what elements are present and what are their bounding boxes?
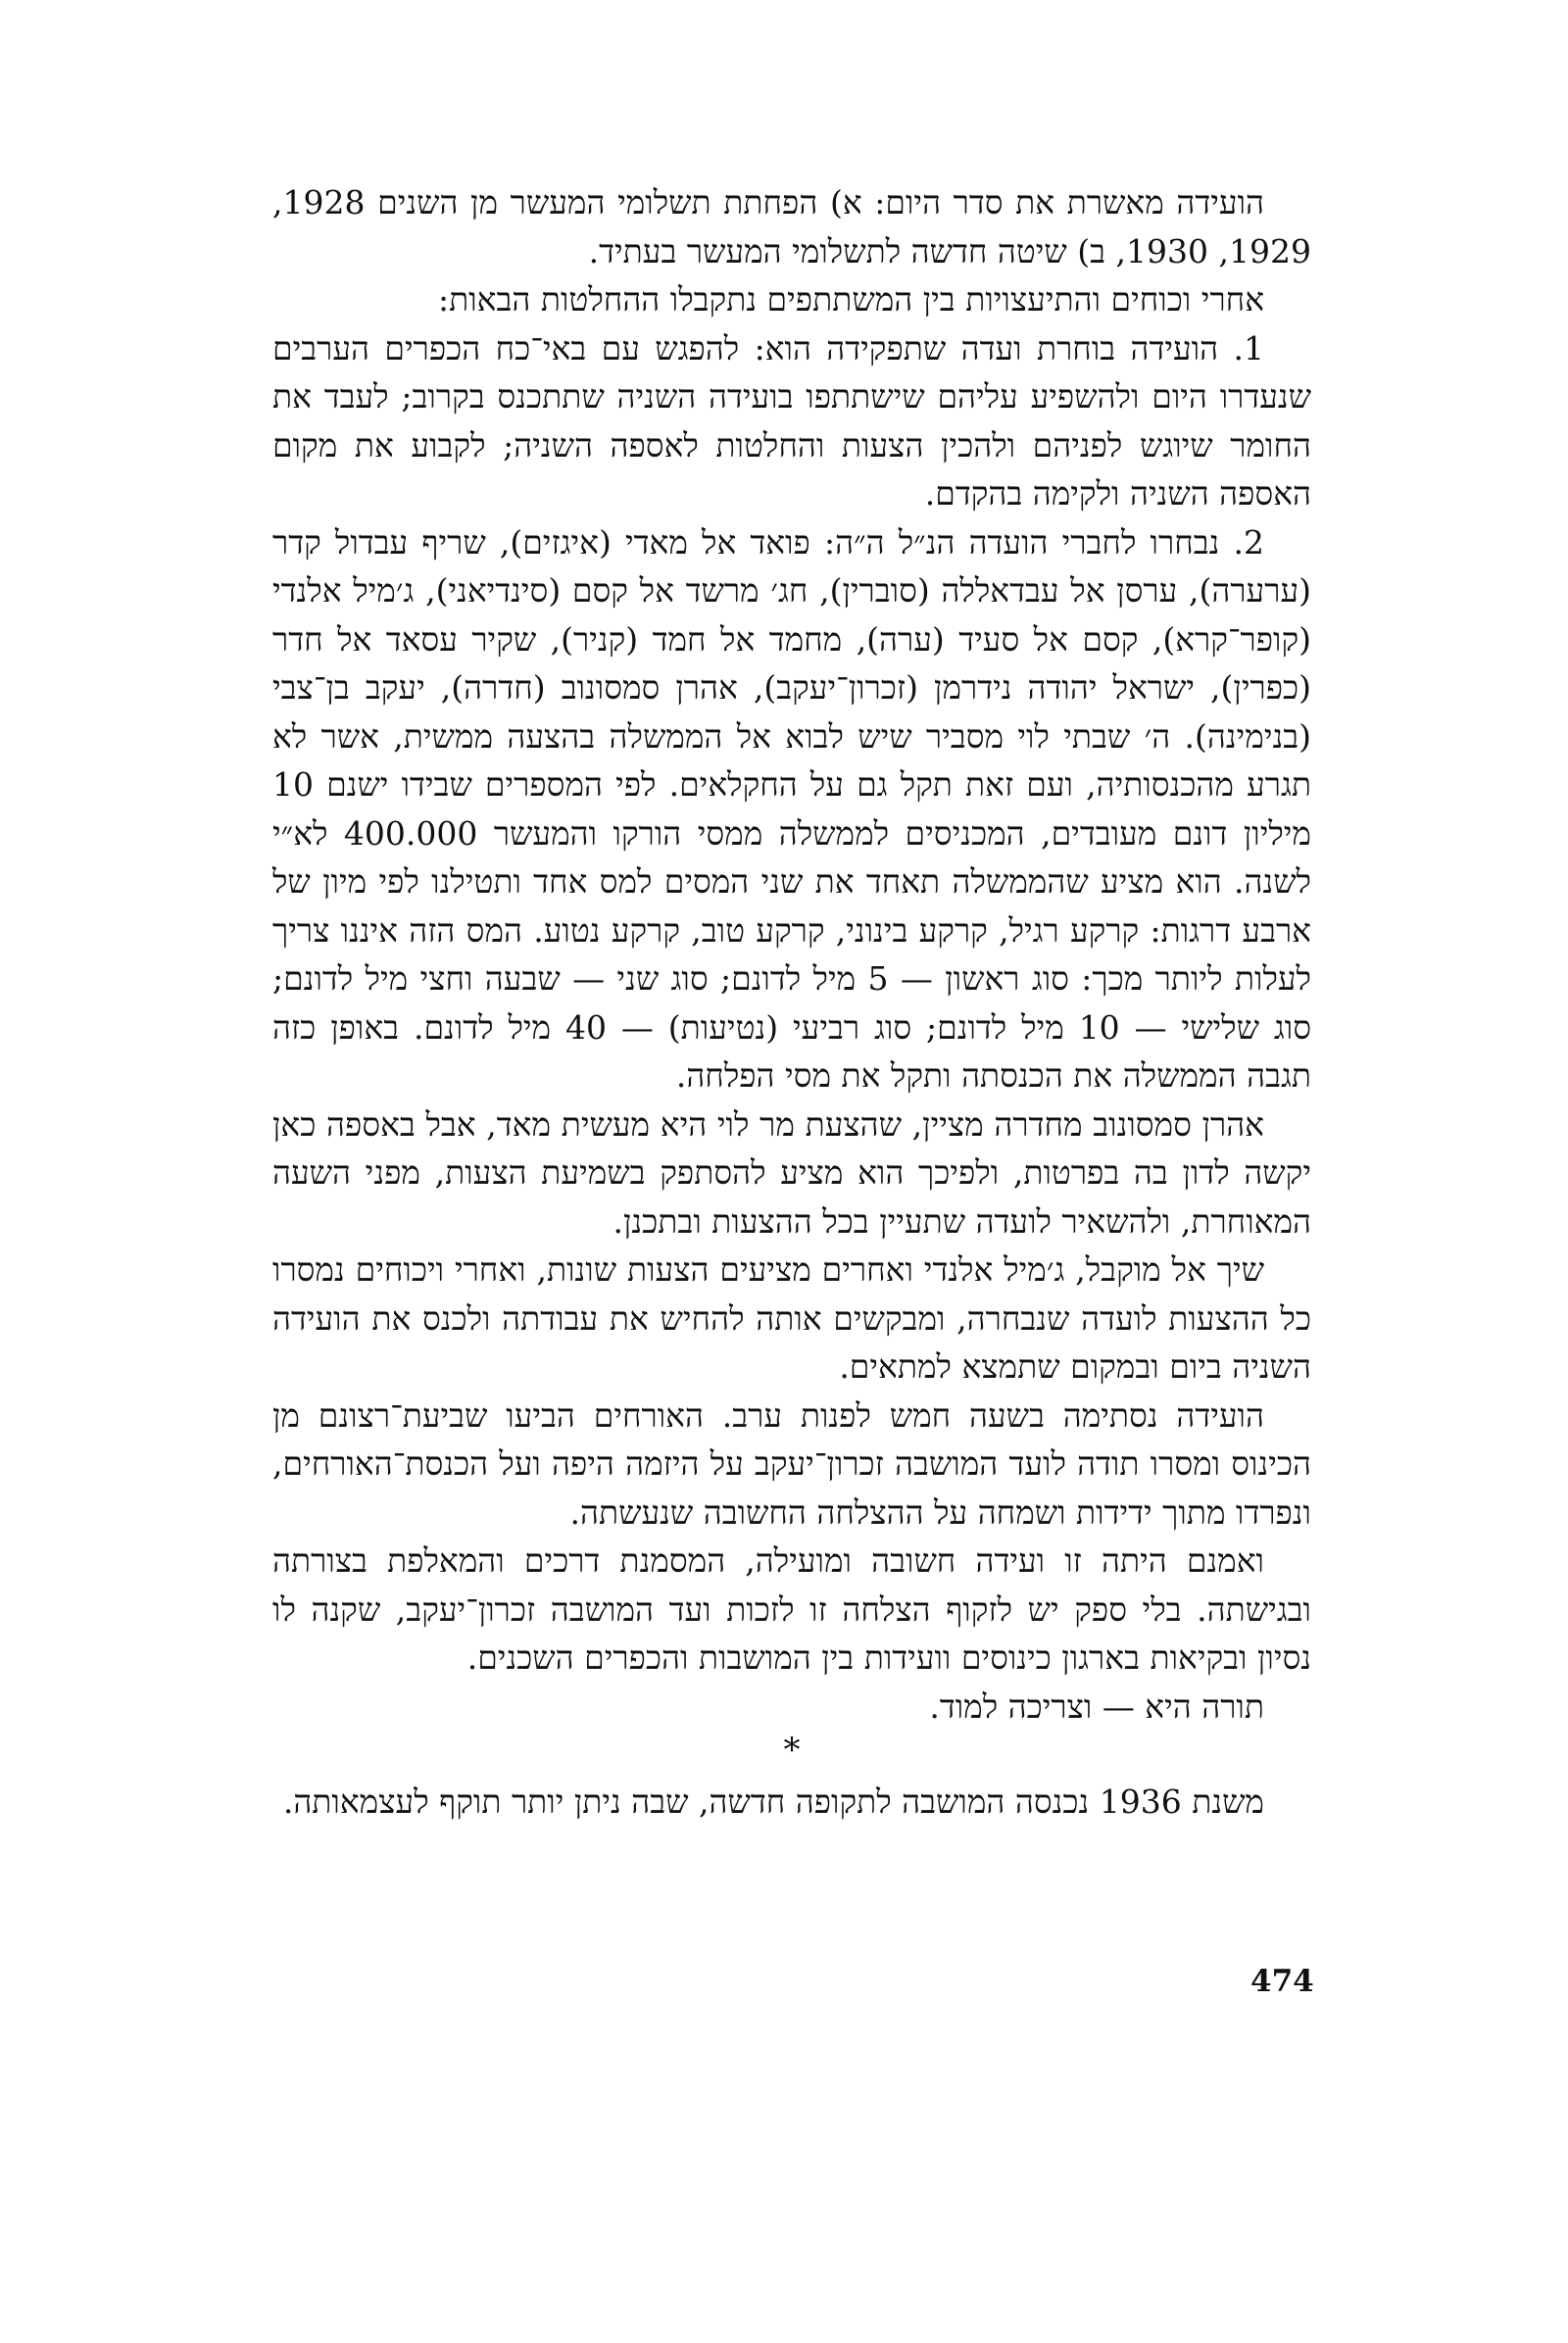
paragraph-proposals: שיך אל מוקבל, ג׳מיל אלנדי ואחרים מציעים הצעות שונות, ואחרי ויכוחים נמסרו כל ההצעות לועדה שנבחרה, ומבקשים אותה להחיש את עבודתה ולכנס את הועידה השניה ביום ובמקום שתמצא למתאים. — [272, 1250, 1311, 1386]
paragraph-decisions-intro: אחרי וכוחים והתיעצויות בין המשתתפים נתקבלו ההחלטות הבאות: — [437, 280, 1264, 318]
paragraph-closing-conference: הועידה נסתימה בשעה חמש לפנות ערב. האורחים הביעו שביעת־רצונם מן הכינוס ומסרו תודה לועד המושבה זכרון־יעקב על היזמה היפה ועל הכנסת־האורחים, ונפרדו מתוך ידידות ושמחה על ההצלחה החשובה שנעשתה. — [272, 1395, 1311, 1532]
body-text — [272, 178, 1311, 1827]
paragraph-decision-2: 2. נבחרו לחברי הועדה הנ״ל ה״ה: פואד אל מאדי (איגזים), שריף עבדול קדר (ערערה), ערסן אל עבדאללה (סוברין), חג׳ מרשד אל קסם (סינדיאני), ג׳מיל אלנדי (קופר־קרא), קסם אל סעיד (ערה), מחמד אל חמד (קניר), שקיר עסאד אל חדר (כפרין), ישראל יהודה נידרמן (זכרון־יעקב), אהרן סמסונוב (חדרה), יעקב בן־צבי (בנימינה). ה׳ שבתי לוי מסביר שיש לבוא אל הממשלה בהצעה ממשית, אשר לא תגרע מהכנסותיה, ועם זאת תקל גם על החקלאים. לפי המספרים שבידו ישנם 10 מיליון דונם מעובדים, המכניסים לממשלה ממסי הורקו והמעשר 400.000 לא״י לשנה. הוא מציע שהממשלה תאחד את שני המסים למס אחד ותטילנו לפי מיון של ארבע דרגות: קרקע רגיל, קרקע בינוני, קרקע טוב, קרקע נטוע. המס הזה איננו צריך לעלות ליותר מכך: סוג ראשון — 5 מיל לדונם; סוג שני — שבעה וחצי מיל לדונם; סוג שלישי — 10 מיל לדונם; סוג רביעי (נטיעות) — 40 מיל לדונם. באופן כזה תגבה הממשלה את הכנסתה ותקל את מסי הפלחה. — [272, 522, 1311, 1095]
paragraph-torah: תורה היא — וצריכה למוד. — [929, 1686, 1264, 1726]
page-number: 474 — [1250, 1964, 1314, 1999]
paragraph-agenda: הועידה מאשרת את סדר היום: א) הפחתת תשלומי המעשר מן השנים 1928, 1929, 1930, ב) שיטה חדשה לתשלומי המעשר בעתיד. — [272, 183, 1311, 270]
paragraph-samsonov: אהרן סמסונוב מחדרה מציין, שהצעת מר לוי היא מעשית מאד, אבל באספה כאן יקשה לדון בה בפרטות, ולפיכך הוא מציע להסתפק בשמיעת הצעות, מפני השעה המאוחרת, ולהשאיר לועדה שתעיין בכל ההצעות ובתכנן. — [272, 1104, 1311, 1241]
paragraph-decision-1: 1. הועידה בוחרת ועדה שתפקידה הוא: להפגש עם באי־כח הכפרים הערבים שנעדרו היום ולהשפיע עליהם שישתתפו בועידה השניה שתתכנס בקרוב; לעבד את החומר שיוגש לפניהם ולהכין הצעות והחלטות לאספה השניה; לקבוע את מקום האספה השניה ולקימה בהקדם. — [272, 328, 1311, 513]
paragraph-assessment: ואמנם היתה זו ועידה חשובה ומועילה, המסמנת דרכים והמאלפת בצורתה ובגישתה. בלי ספק יש לזקוף הצלחה זו לזכות ועד המושבה זכרון־יעקב, שקנה לו נסיון ובקיאות בארגון כינוסים וועידות בין המושבות והכפרים השכנים. — [272, 1541, 1311, 1677]
section-separator: * — [783, 1731, 801, 1770]
closing-line: משנת 1936 נכנסה המושבה לתקופה חדשה, שבה ניתן יותר תוקף לעצמאותה. — [282, 1782, 1264, 1821]
